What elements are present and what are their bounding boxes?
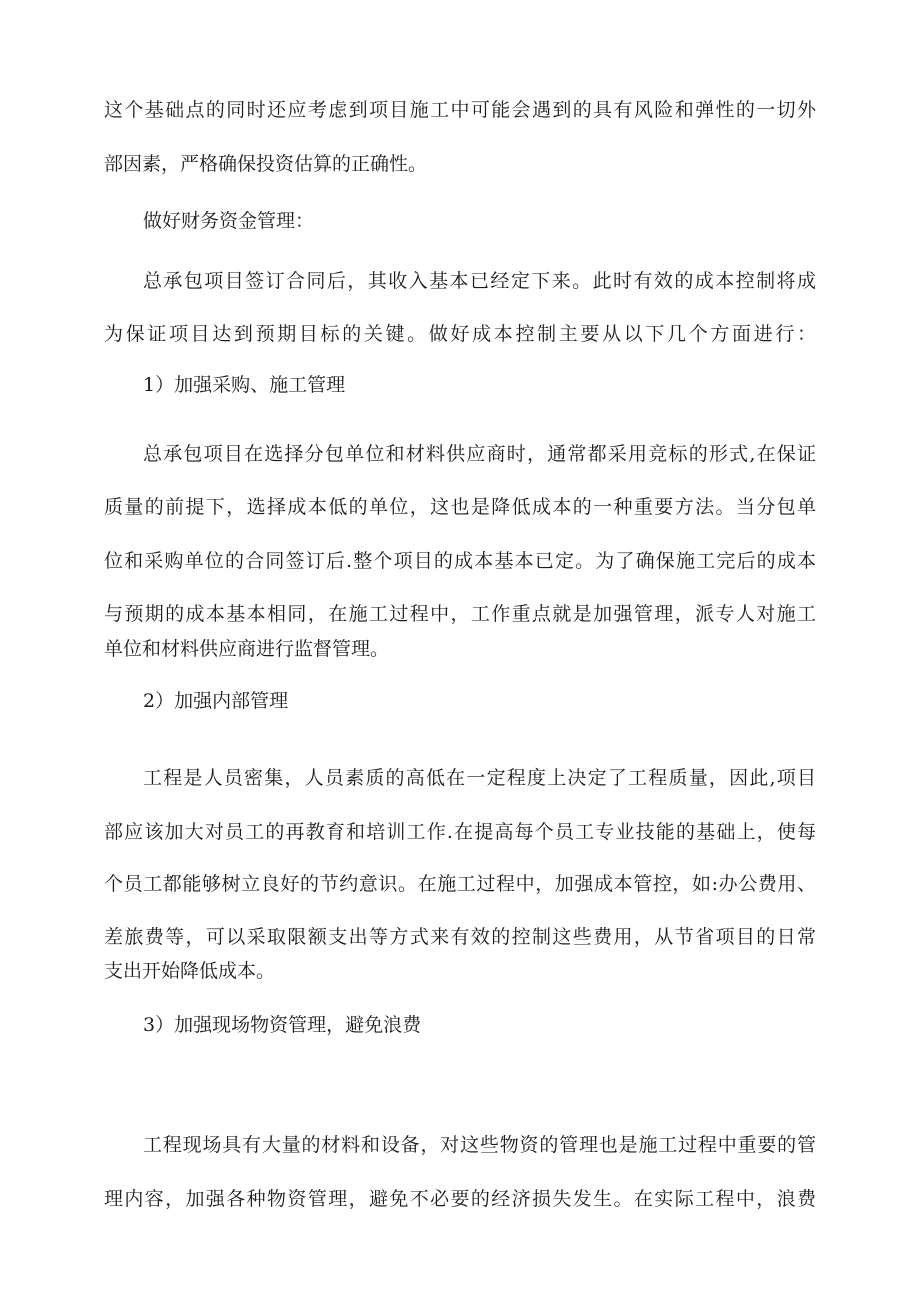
paragraph-1-line-2: 部因素，严格确保投资估算的正确性。: [104, 153, 428, 175]
paragraph-3-line-3: 位和采购单位的合同签订后.整个项目的成本基本已定。为了确保施工完后的成本: [104, 550, 816, 572]
paragraph-4-line-5: 支出开始降低成本。: [104, 960, 276, 982]
paragraph-3-line-5: 单位和材料供应商进行监督管理。: [104, 638, 390, 660]
paragraph-5-line-2: 理内容，加强各种物资管理，避免不必要的经济损失发生。在实际工程中，浪费: [104, 1188, 816, 1210]
heading-finance: 做好财务资金管理：: [143, 210, 315, 232]
paragraph-3-line-2: 质量的前提下，选择成本低的单位，这也是降低成本的一种重要方法。当分包单: [104, 496, 816, 518]
paragraph-3-line-1: 总承包项目在选择分包单位和材料供应商时，通常都采用竞标的形式,在保证: [143, 443, 816, 465]
paragraph-5-line-1: 工程现场具有大量的材料和设备，对这些物资的管理也是施工过程中重要的管: [143, 1134, 816, 1156]
paragraph-4-line-1: 工程是人员密集，人员素质的高低在一定程度上决定了工程质量，因此,项目: [143, 767, 816, 789]
paragraph-4-line-2: 部应该加大对员工的再教育和培训工作.在提高每个员工专业技能的基础上，使每: [104, 821, 816, 843]
paragraph-2-line-2: 为保证项目达到预期目标的关键。做好成本控制主要从以下几个方面进行：: [104, 323, 816, 345]
paragraph-3-line-4: 与预期的成本基本相同，在施工过程中，工作重点就是加强管理，派专人对施工: [104, 603, 816, 625]
item-2-heading: 2）加强内部管理: [143, 690, 289, 712]
paragraph-4-line-4: 差旅费等，可以采取限额支出等方式来有效的控制这些费用，从节省项目的日常: [104, 926, 816, 948]
paragraph-2-line-1: 总承包项目签订合同后，其收入基本已经定下来。此时有效的成本控制将成: [143, 270, 816, 292]
paragraph-4-line-3: 个员工都能够树立良好的节约意识。在施工过程中，加强成本管控，如:办公费用、: [104, 873, 816, 895]
item-3-heading: 3）加强现场物资管理，避免浪费: [143, 1014, 422, 1036]
paragraph-1-line-1: 这个基础点的同时还应考虑到项目施工中可能会遇到的具有风险和弹性的一切外: [104, 99, 816, 121]
item-1-heading: 1）加强采购、施工管理: [143, 374, 346, 396]
